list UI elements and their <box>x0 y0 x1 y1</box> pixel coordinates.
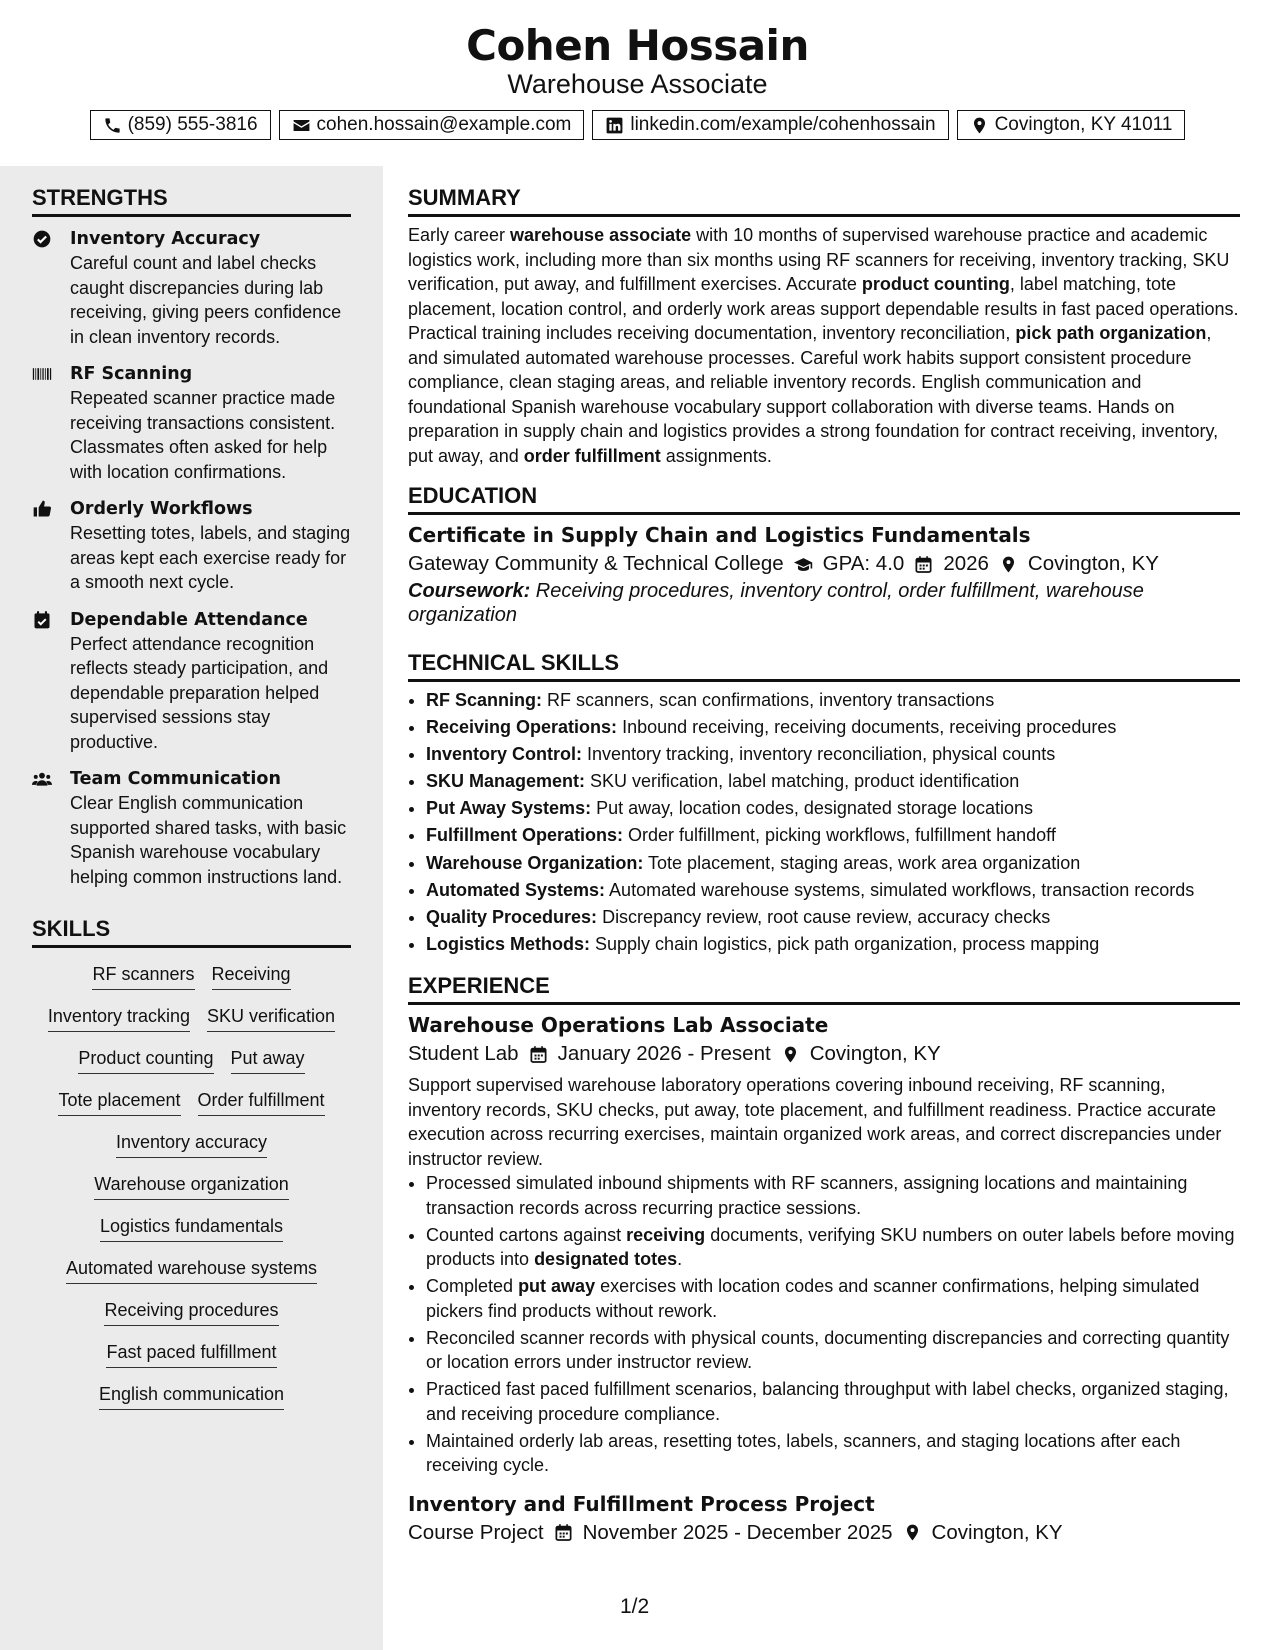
calendar-check-icon <box>32 610 52 630</box>
skills-heading: SKILLS <box>32 915 351 948</box>
skill-chip: Order fulfillment <box>198 1088 325 1116</box>
tech-skill-item: • Warehouse Organization: Tote placement, staging areas, work area organization <box>426 851 1240 876</box>
candidate-title: Warehouse Associate <box>507 69 768 99</box>
education-meta <box>408 549 1240 579</box>
map-pin-icon <box>999 555 1018 574</box>
strength-title: Team Communication <box>70 769 281 789</box>
tech-skill-item: • SKU Management: SKU verification, label matching, product identification <box>426 769 1240 794</box>
contact-phone[interactable] <box>90 110 271 140</box>
calendar-icon <box>914 555 933 574</box>
skill-chip: Automated warehouse systems <box>66 1256 317 1284</box>
education-gpa: GPA: 4.0 <box>822 552 905 575</box>
strength-item <box>32 608 351 755</box>
users-icon <box>32 769 52 789</box>
strength-title: Inventory Accuracy <box>70 229 261 249</box>
education-year: 2026 <box>943 552 989 575</box>
job-meta <box>408 1518 1240 1548</box>
sidebar <box>0 166 383 1650</box>
strengths-heading: STRENGTHS <box>32 184 351 217</box>
strength-desc: Resetting totes, labels, and staging areas kept each exercise ready for a smooth next cycle. <box>70 523 351 592</box>
tech-skill-item: • Automated Systems: Automated warehouse systems, simulated workflows, transaction records <box>426 878 1240 903</box>
summary-text: Early career warehouse associate with 10 months of supervised warehouse practice and academic logistics work, including more than six months using RF scanners for receiving, inventory tracking, SKU verification, put away, and fulfillment exercises. Accurate product counting, label matching, tote placement, location control, and orderly work areas support dependable results in fast paced operations. Practical training includes receiving documentation, inventory reconciliation, pick path organization, and simulated automated warehouse processes. Careful work habits support consistent procedure compliance, clean staging areas, and reliable inventory records. English communication and foundational Spanish warehouse vocabulary support collaboration with diverse teams. Hands on preparation in supply chain and logistics provides a strong foundation for contract receiving, inventory, put away, and order fulfillment assignments. <box>408 225 1239 466</box>
strengths-list <box>32 227 351 889</box>
education-section <box>408 482 1240 627</box>
education-heading: EDUCATION <box>408 482 1240 515</box>
resume-header <box>0 0 1275 144</box>
page-number: 1/2 <box>620 1595 650 1618</box>
skill-chip: Receiving <box>212 962 291 990</box>
coursework-label: Coursework: <box>408 580 531 602</box>
tech-skill-item: • RF Scanning: RF scanners, scan confirmations, inventory transactions <box>426 688 1240 713</box>
job-location: Covington, KY <box>809 1042 941 1066</box>
calendar-icon <box>554 1523 573 1542</box>
job-title: Inventory and Fulfillment Process Project <box>408 1491 875 1516</box>
strength-desc: Careful count and label checks caught discrepancies during lab receiving, giving peers confidence in clean inventory records. <box>70 253 342 347</box>
phone-icon <box>103 116 122 135</box>
job-bullet: • Practiced fast paced fulfillment scenarios, balancing throughput with label checks, organized staging, and receiving procedure compliance. <box>426 1377 1240 1426</box>
envelope-icon <box>292 116 311 135</box>
job-title: Warehouse Operations Lab Associate <box>408 1013 829 1038</box>
strength-item <box>32 227 351 349</box>
linkedin-icon <box>605 116 624 135</box>
strength-title: RF Scanning <box>70 364 193 384</box>
skill-chip: RF scanners <box>92 962 194 990</box>
skills-list <box>32 962 351 1410</box>
skill-chip: Inventory accuracy <box>116 1130 267 1158</box>
job-dates: January 2026 - Present <box>557 1042 771 1066</box>
job-bullet: • Reconciled scanner records with physical counts, documenting discrepancies and correcting quantity or location errors under instructor review. <box>426 1326 1240 1375</box>
job-dates: November 2025 - December 2025 <box>582 1520 893 1544</box>
technical-skills-list <box>408 688 1240 956</box>
strength-item <box>32 362 351 484</box>
skill-chip: Fast paced fulfillment <box>106 1340 276 1368</box>
skill-chip: Product counting <box>78 1046 213 1074</box>
job-location: Covington, KY <box>931 1520 1063 1544</box>
strength-desc: Clear English communication supported shared tasks, with basic Spanish warehouse vocabulary helping common instructions land. <box>70 793 347 887</box>
coursework-text: Receiving procedures, inventory control, order fulfillment, warehouse organization <box>408 580 1144 626</box>
skill-chip: Tote placement <box>58 1088 180 1116</box>
contact-location <box>957 110 1186 140</box>
job-bullets <box>408 1171 1240 1478</box>
main-content <box>408 166 1240 1562</box>
contact-location-text: Covington, KY 41011 <box>994 114 1173 135</box>
skill-chip: Put away <box>231 1046 305 1074</box>
tech-skill-item: • Inventory Control: Inventory tracking, inventory reconciliation, physical counts <box>426 742 1240 767</box>
strength-title: Dependable Attendance <box>70 609 308 630</box>
strength-item <box>32 767 351 889</box>
education-title: Certificate in Supply Chain and Logistics Fundamentals <box>408 523 1031 547</box>
job-entry <box>408 1011 1240 1478</box>
tech-skill-item: • Quality Procedures: Discrepancy review, root cause review, accuracy checks <box>426 905 1240 930</box>
contact-email[interactable] <box>279 110 585 140</box>
check-circle-icon <box>32 229 52 249</box>
tech-skill-item: • Receiving Operations: Inbound receiving, receiving documents, receiving procedures <box>426 715 1240 740</box>
candidate-name: Cohen Hossain <box>466 21 809 70</box>
education-coursework <box>408 579 1240 627</box>
job-meta <box>408 1039 1240 1069</box>
contact-email-text: cohen.hossain@example.com <box>316 114 572 135</box>
experience-section <box>408 972 1240 1548</box>
job-bullet: • Completed put away exercises with location codes and scanner confirmations, helping simulated pickers find products without rework. <box>426 1274 1240 1323</box>
map-pin-icon <box>903 1523 922 1542</box>
tech-skill-item: • Put Away Systems: Put away, location codes, designated storage locations <box>426 796 1240 821</box>
job-bullet: • Maintained orderly lab areas, resetting totes, labels, scanners, and staging locations after each receiving cycle. <box>426 1429 1240 1478</box>
experience-heading: EXPERIENCE <box>408 972 1240 1005</box>
job-bullet: • Processed simulated inbound shipments with RF scanners, assigning locations and maintaining transaction records across recurring practice sessions. <box>426 1171 1240 1220</box>
graduation-cap-icon <box>794 555 813 574</box>
strength-desc: Perfect attendance recognition reflects steady participation, and dependable preparation helped supervised sessions stay productive. <box>70 633 329 752</box>
job-description: Support supervised warehouse laboratory operations covering inbound receiving, RF scanning, inventory records, SKU checks, put away, tote placement, and fulfillment readiness. Practice accurate execution across recurring exercises, maintain organized work areas, and correct discrepancies under instructor review. <box>408 1075 1222 1169</box>
skill-chip: Logistics fundamentals <box>100 1214 283 1242</box>
skill-chip: SKU verification <box>207 1004 335 1032</box>
calendar-icon <box>529 1045 548 1064</box>
skill-chip: English communication <box>99 1382 284 1410</box>
summary-section <box>408 166 1240 468</box>
strength-item <box>32 497 351 595</box>
education-school: Gateway Community & Technical College <box>408 552 784 575</box>
tech-skill-item: • Logistics Methods: Supply chain logistics, pick path organization, process mapping <box>426 932 1240 957</box>
contact-linkedin-text: linkedin.com/example/cohenhossain <box>630 114 936 135</box>
skill-chip: Inventory tracking <box>48 1004 190 1032</box>
job-org: Course Project <box>408 1520 544 1544</box>
technical-skills-heading: TECHNICAL SKILLS <box>408 649 1240 682</box>
job-org: Student Lab <box>408 1042 519 1066</box>
contact-phone-text: (859) 555-3816 <box>127 114 258 135</box>
strength-title: Orderly Workflows <box>70 499 253 519</box>
education-location: Covington, KY <box>1027 552 1159 575</box>
technical-skills-section <box>408 649 1240 956</box>
contact-bar <box>0 110 1275 140</box>
strength-desc: Repeated scanner practice made receiving transactions consistent. Classmates often asked for help with location confirmations. <box>70 388 336 482</box>
barcode-icon <box>32 364 52 384</box>
contact-linkedin[interactable] <box>592 110 948 140</box>
tech-skill-item: • Fulfillment Operations: Order fulfillment, picking workflows, fulfillment handoff <box>426 823 1240 848</box>
summary-heading: SUMMARY <box>408 184 1240 217</box>
skill-chip: Receiving procedures <box>104 1298 278 1326</box>
thumbs-up-icon <box>32 499 52 519</box>
job-bullet: • Counted cartons against receiving documents, verifying SKU numbers on outer labels before moving products into designated totes. <box>426 1223 1240 1272</box>
map-pin-icon <box>970 116 989 135</box>
job-entry <box>408 1490 1240 1548</box>
map-pin-icon <box>781 1045 800 1064</box>
skill-chip: Warehouse organization <box>94 1172 288 1200</box>
